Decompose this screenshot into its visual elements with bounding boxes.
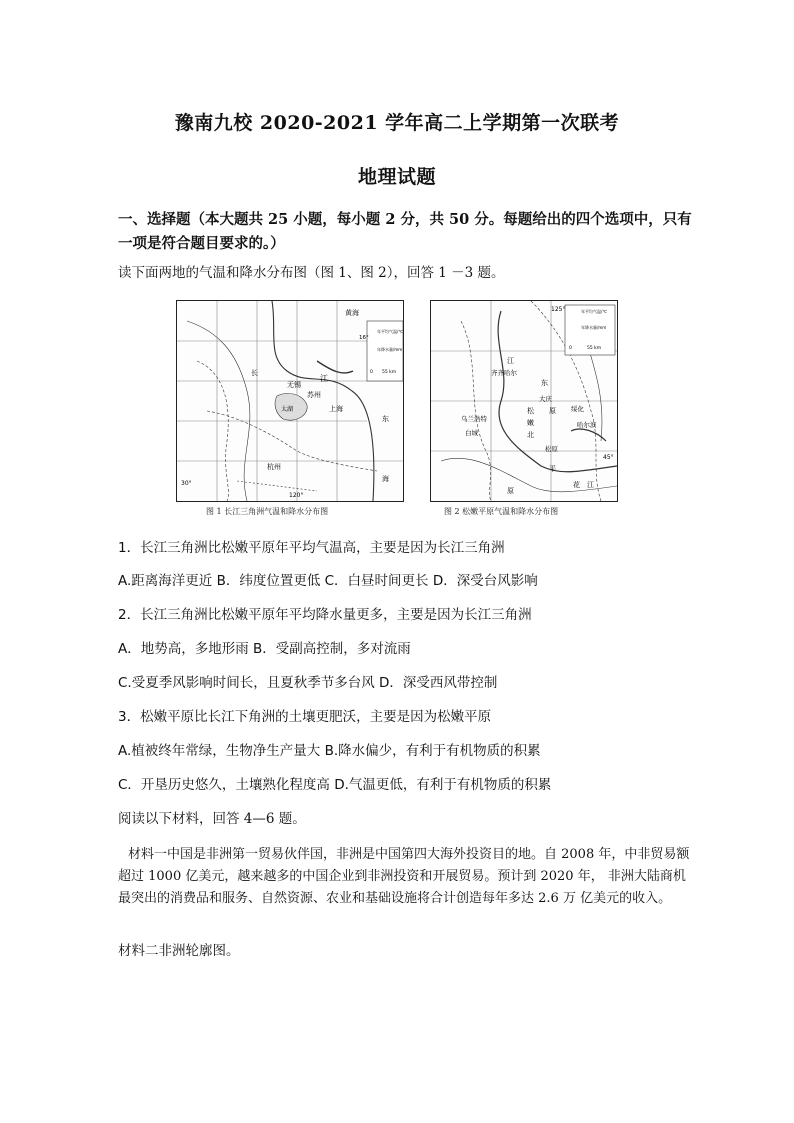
- question-1-options: A.距离海洋更近 B．纬度位置更低 C．白昼时间更长 D．深受台风影响: [118, 573, 538, 589]
- fig1-legend-scale-end: 55 km: [382, 370, 397, 375]
- fig2-label-plain: 原: [549, 407, 556, 415]
- fig1-legend-precip: 年降水量/mm: [377, 347, 403, 352]
- fig2-label-song: 松: [527, 407, 534, 415]
- figure-1-map: [176, 300, 404, 502]
- intro-text: 读下面两地的气温和降水分布图（图 1、图 2），回答 1 －3 题。: [118, 265, 505, 281]
- question-2-stem: 2．长江三角洲比松嫩平原年平均降水量更多，主要是因为长江三角洲: [118, 607, 532, 623]
- question-3-options-2: C．开垦历史悠久，土壤熟化程度高 D.气温更低，有利于有机物质的积累: [118, 777, 552, 793]
- figure-1-caption: 图 1 长江三角洲气温和降水分布图: [206, 507, 329, 516]
- fig1-label-suzhou: 苏州: [307, 391, 321, 399]
- exam-subtitle: 地理试题: [357, 166, 436, 188]
- fig1-label-chang: 长: [251, 369, 258, 377]
- fig1-legend-scale-start: 0: [370, 370, 373, 375]
- figure-1-svg: [177, 301, 403, 501]
- fig2-label-lat: 45°: [603, 454, 614, 461]
- fig1-label-lat: 30°: [181, 480, 192, 487]
- figure-2-map: [430, 300, 618, 502]
- intro-text-2: 阅读以下材料，回答 4—6 题。: [118, 811, 306, 827]
- fig2-legend-scale-start: 0: [569, 346, 572, 351]
- fig2-label-ping: 平: [549, 465, 556, 473]
- fig2-label-nen: 嫩: [527, 419, 534, 427]
- fig2-legend-temp: 年平均气温/℃: [581, 309, 607, 314]
- fig2-label-lon: 125°: [551, 306, 566, 313]
- fig1-legend-temp: 年平均气温/℃: [377, 329, 403, 334]
- fig2-label-baicheng: 白城: [465, 429, 478, 437]
- fig2-legend-precip: 年降水量/mm: [581, 325, 607, 330]
- figures: [176, 300, 616, 522]
- fig2-label-daqing: 大庆: [539, 395, 552, 403]
- fig1-label-east: 东: [382, 415, 389, 423]
- fig1-label-sea: 黄海: [345, 309, 359, 317]
- fig2-legend-scale-end: 55 km: [587, 346, 602, 351]
- fig1-label-lake: 太湖: [281, 406, 294, 413]
- fig1-label-wuxi: 无锡: [287, 381, 301, 389]
- fig2-label-east: 东: [541, 379, 548, 387]
- question-3-stem: 3．松嫩平原比长江下角洲的土壤更肥沃，主要是因为松嫩平原: [118, 709, 492, 725]
- fig2-label-harbin: 哈尔滨: [577, 421, 597, 429]
- fig1-label-lon: 120°: [289, 492, 304, 499]
- question-1-stem: 1．长江三角洲比松嫩平原年平均气温高，主要是因为长江三角洲: [118, 540, 505, 556]
- fig1-legend-temp-sample: 16°: [359, 335, 369, 341]
- fig2-label-hua: 花: [573, 481, 580, 489]
- fig2-label-bei: 北: [527, 431, 534, 439]
- fig1-label-sea2: 海: [382, 475, 389, 483]
- section-heading-line2: 一项是符合题目要求的。）: [118, 235, 285, 252]
- fig2-label-ulanhot: 乌兰浩特: [461, 415, 487, 423]
- fig2-label-songyuan: 松原: [545, 445, 558, 453]
- figure-2-svg: [431, 301, 617, 501]
- fig1-label-hangzhou: 杭州: [267, 463, 281, 471]
- section-heading: [118, 208, 698, 256]
- material-2: 材料二非洲轮廓图。: [118, 943, 240, 959]
- fig1-label-river: 江: [320, 374, 328, 383]
- question-2-options-2: C.受夏季风影响时间长，且夏秋季节多台风 D．深受西风带控制: [118, 675, 498, 691]
- fig1-label-shanghai: 上海: [329, 405, 343, 413]
- fig2-label-jiang2: 江: [587, 481, 594, 489]
- exam-title: 豫南九校 2020-2021 学年高二上学期第一次联考: [174, 112, 620, 134]
- fig2-label-suihua: 绥化: [571, 405, 584, 413]
- material-1: 材料一中国是非洲第一贸易伙伴国，非洲是中国第四大海外投资目的地。自 2008 年，中非贸易额超过 1000 亿美元，越来越多的中国企业到非洲投资和开展贸易。预计到 2020 年， 非洲大陆商机最突出的消费品和服务、自然资源、农业和基础设施将合计创造每年多达 2.6 万 亿美元的收入。: [118, 847, 690, 906]
- fig2-label-yuan2: 原: [507, 487, 514, 495]
- fig2-label-jiang: 江: [507, 357, 514, 365]
- question-3-options-1: A.植被终年常绿，生物净生产量大 B.降水偏少，有利于有机物质的积累: [118, 743, 541, 759]
- figure-2-caption: 图 2 松嫩平原气温和降水分布图: [444, 507, 559, 516]
- section-heading-line1: 一、选择题（本大题共 25 小题，每小题 2 分，共 50 分。每题给出的四个选项中，只有: [118, 211, 692, 228]
- question-2-options-1: A．地势高，多地形雨 B．受副高控制，多对流雨: [118, 641, 411, 657]
- fig2-label-qiqihar: 齐齐哈尔: [491, 369, 517, 377]
